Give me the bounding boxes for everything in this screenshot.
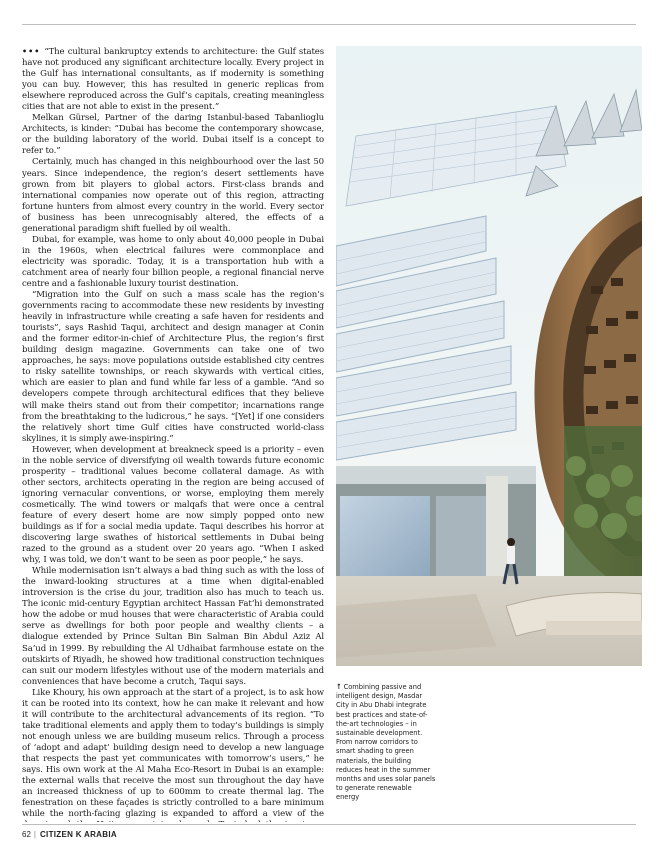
caption-text: Combining passive and intelligent design, Masdar City in Abu Dhabi integrate best practices and state-of-the-art technologies – in sustainable development. From narrow corridors to smart shading to green materials, the building reduces heat in the summer months and uses solar panels to generate renewable energy [336,682,436,802]
article-body [22,46,324,822]
paragraph-text: “The cultural bankruptcy extends to architecture: the Gulf states have not produced any significant architecture locally. Every project in the Gulf has international consultants, as if modernity is something you can buy. However, this has resulted in generic replicas from elsewhere reproduced across the Gulf’s capitals, creating meaningless cities that are not able to exist in the present.” [22,47,324,113]
article-paragraph [22,46,324,113]
lead-marker: ••• [22,47,41,56]
publication-name: CITIZEN K ARABIA [39,830,117,839]
top-rule [22,24,636,25]
article-paragraph: “Migration into the Gulf on such a mass scale has the region’s governments racing to accommodate these new residents by investing heavily in infrastructure while creating a safe haven for residents and tourists”, says Rashid Taqui, architect and design manager at Conin and the former editor-in-chief of Architecture Plus, the region’s first building design magazine. Governments can take one of two approaches, he says: move populations outside established city centres to risky satellite townships, or reach skywards with vertical cities, which are easier to plan and fund while far less of a gamble. “And so developers compete through architectural edifices that they believe will make theirs stand out from their competitor; incarnations range from the breathtaking to the ludicrous,” he says. “[Yet] if one considers the relatively short time Gulf cities have constructed world-class skylines, it is simply awe-inspiring.” [22,290,324,444]
article-paragraph: Dubai, for example, was home to only about 40,000 people in Dubai in the 1960s, when electrical failures were commonplace and electricity was sporadic. Today, it is a transportation hub with a catchment area of nearly four billion people, a regional financial nerve centre and a fashionable luxury tourist destination. [22,234,324,289]
article-paragraph: Melkan Gürsel, Partner of the daring Istanbul-based Tabanlioglu Architects, is kinder: “Dubai has become the contemporary showcase, or the building laboratory of the world. Dubai itself is a concept to refer to.” [22,113,324,157]
article-paragraph: However, when development at breakneck speed is a priority – even in the noble service of diversifying oil wealth towards future economic prosperity – traditional values become collateral damage. As with other sectors, architects operating in the region are being accused of ignoring vernacular conventions, or worse, employing them merely cosmetically. The wind towers or malqafs that were once a central feature of every desert home are now simply popped onto new buildings as if for a social media update. Taqui describes his horror at discovering large swathes of historical settlements in Dubai being razed to the ground as a student over 20 years ago. “When I asked why, I was told, we don’t want to be seen as poor people,” he says. [22,444,324,566]
article-paragraph: While modernisation isn’t always a bad thing such as with the loss of the inward-looking structures at a time when digital-enabled introversion is the crise du jour, tradition also has much to teach us. The iconic mid-century Egyptian architect Hassan Fat’hi demonstrated how the adobe or mud houses that were characteristic of Arabia could serve as dwellings for both poor people and wealthy clients – a dialogue extended by Prince Sultan Bin Salman Bin Abdul Aziz Al Sa’ud in 1999. By rebuilding the Al Udhaibat farmhouse estate on the outskirts of Riyadh, he showed how traditional construction techniques can suit our modern lifestyles without use of the modern materials and conveniences that have become a crutch, Taqui says. [22,566,324,687]
bottom-rule [22,824,636,825]
paragraph-text: Like Khoury, his own approach at the start of a project, is to ask how it can be rooted into its context, how he can make it relevant and how it will contribute to the architectural advancements of its region. “To take traditional elements and apply them to today’s buildings is simply not enough unless we are building museum relics. Through a process of ‘adopt and adapt’ building design need to develop a new language that respects the past yet communicates with tomorrow’s users,” he says. His own work at the Al Maha Eco-Resort in Dubai is an example: the external walls that receive the most sun throughout the day have an increased thickness of up to 600mm to create thermal lag. The fenestration on these façades is strictly controlled to a bare minimum while the north-facing glazing is expanded to afford a view of the [22,687,324,820]
article-paragraph: Certainly, much has changed in this neighbourhood over the last 50 years. Since independence, the region’s desert settlements have grown from bit players to global actors. First-class brands and international companies now operate out of this region, attracting fortune hunters from almost every country in the world. Every sector of business has been unrecognisably altered, the effects of a generational paradigm shift fuelled by oil wealth. [22,157,324,234]
photo-caption [336,682,436,802]
up-arrow-icon: ↑ [336,682,342,691]
page-number: 62 [22,830,31,839]
article-paragraph [22,688,324,822]
page-footer [22,830,117,839]
footer-separator: | [33,830,36,839]
masdar-city-photo [336,46,642,666]
